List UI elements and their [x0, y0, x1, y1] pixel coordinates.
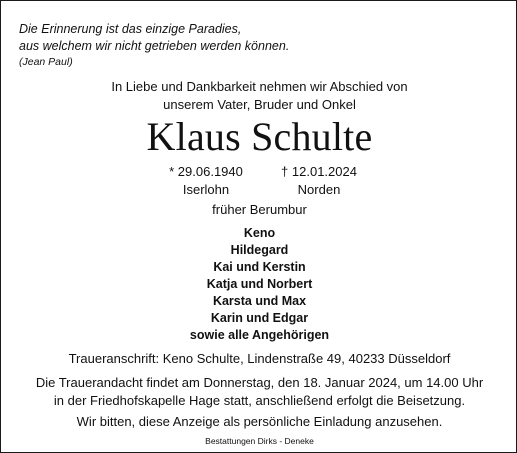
- former-residence: früher Berumbur: [212, 202, 307, 217]
- epigraph-quote: [19, 21, 289, 70]
- service-line-1: Die Trauerandacht findet am Donnerstag, den 18. Januar 2024, um 14.00 Uhr: [35, 375, 484, 390]
- death-place: Norden: [297, 182, 341, 197]
- birth-date: * 29.06.1940: [169, 164, 243, 179]
- quote-author: (Jean Paul): [19, 56, 73, 68]
- farewell-intro: [1, 78, 517, 114]
- mourner: Katja und Norbert: [206, 277, 313, 291]
- quote-line-2: aus welchem wir nicht getrieben werden können.: [19, 39, 290, 53]
- mourner: Keno: [243, 226, 276, 240]
- birth-place: Iserlohn: [182, 182, 230, 197]
- deceased-name: Klaus Schulte: [146, 114, 373, 159]
- mourners-list: [1, 225, 517, 344]
- mourner: Kai und Kerstin: [213, 260, 306, 274]
- mourner: sowie alle Angehörigen: [189, 328, 330, 342]
- service-line-2: in der Friedhofskapelle Hage statt, anschließend erfolgt die Beisetzung.: [53, 392, 466, 408]
- service-details: [1, 374, 517, 409]
- undertaker-credit: Bestattungen Dirks - Deneke: [205, 436, 314, 446]
- invitation-note: Wir bitten, diese Anzeige als persönliche Einladung anzusehen.: [76, 414, 443, 429]
- death-info: [249, 163, 389, 199]
- mourning-address: Traueranschrift: Keno Schulte, Lindenstraße 49, 40233 Düsseldorf: [68, 351, 451, 366]
- mourner: Karsta und Max: [212, 294, 307, 308]
- death-date: † 12.01.2024: [281, 164, 357, 179]
- mourner: Hildegard: [230, 243, 289, 257]
- mourner: Karin und Edgar: [210, 311, 309, 325]
- intro-line-1: In Liebe und Dankbarkeit nehmen wir Abschied von: [111, 79, 408, 94]
- intro-line-2: unserem Vater, Bruder und Onkel: [163, 97, 356, 112]
- quote-line-1: Die Erinnerung ist das einzige Paradies,: [19, 22, 242, 36]
